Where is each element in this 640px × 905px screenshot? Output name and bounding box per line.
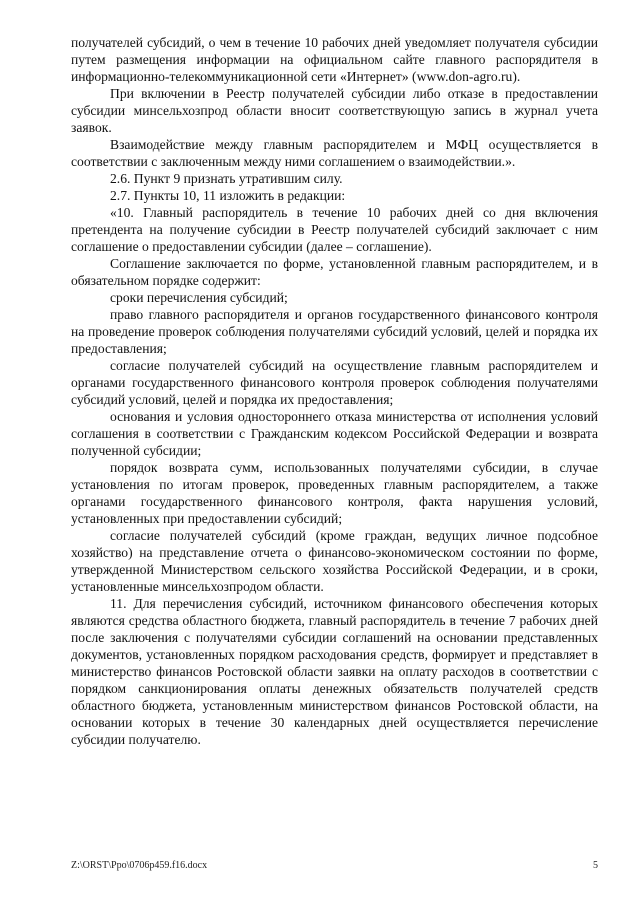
file-path: Z:\ORST\Ppo\0706p459.f16.docx <box>71 860 208 871</box>
paragraph: «10. Главный распорядитель в течение 10 рабочих дней со дня включения претендента на получение субсидии в Реестр получателей субсидий заключает с ним соглашение о предоставлении субсидии (далее – соглашение). <box>71 205 598 254</box>
paragraph: 11. Для перечисления субсидий, источником финансового обеспечения которых являются средства областного бюджета, главный распорядитель в течение 7 рабочих дней после заключения с получателями субсидии соглашений на основании представленных документов, установленных порядком расходования средств, формирует и представляет в министерство финансов Ростовской области заявки на оплату расходов в соответствии с порядком санкционирования оплаты денежных обязательств получателей средств областного бюджета, установленным министерством финансов Ростовской области, на основании которых в течение 30 календарных дней осуществляется перечисление субсидии получателю. <box>71 596 598 747</box>
list-item: согласие получателей субсидий (кроме граждан, ведущих личное подсобное хозяйство) на представление отчета о финансово-экономическом состоянии по форме, утвержденной Министерством сельского хозяйства Российской Федерации, и в сроки, установленные минсельхозпродом области. <box>71 528 598 594</box>
list-item: основания и условия одностороннего отказа министерства от исполнения условий соглашения в соответствии с Гражданским кодексом Российской Федерации и возврата полученной субсидии; <box>71 409 598 458</box>
paragraph: Взаимодействие между главным распорядителем и МФЦ осуществляется в соответствии с заключенным между ними соглашением о взаимодействии.». <box>71 137 598 169</box>
paragraph: При включении в Реестр получателей субсидии либо отказе в предоставлении субсидии минсельхозпрод области вносит соответствующую запись в журнал учета заявок. <box>71 86 598 135</box>
list-item: сроки перечисления субсидий; <box>110 290 288 305</box>
list-item: порядок возврата сумм, использованных получателями субсидии, в случае установления по итогам проверок, проведенных главным распорядителем, а также органами государственного финансового контроля, факта нарушения условий, установленных при предоставлении субсидий; <box>71 460 598 526</box>
list-item: согласие получателей субсидий на осуществление главным распорядителем и органами государственного финансового контроля проверок соблюдения получателями субсидий условий, целей и порядка их предоставления; <box>71 358 598 407</box>
paragraph: Соглашение заключается по форме, установленной главным распорядителем, и в обязательном порядке содержит: <box>71 256 598 288</box>
page-number: 5 <box>593 860 598 871</box>
paragraph: 2.7. Пункты 10, 11 изложить в редакции: <box>110 188 346 203</box>
paragraph: 2.6. Пункт 9 признать утратившим силу. <box>110 171 343 186</box>
paragraph: получателей субсидий, о чем в течение 10 рабочих дней уведомляет получателя субсидии путем размещения информации на официальном сайте главного распорядителя в информационно-телекоммуникационной сети «Интернет» (www.don-agro.ru). <box>71 35 598 84</box>
list-item: право главного распорядителя и органов государственного финансового контроля на проведение проверок соблюдения получателями субсидий условий, целей и порядка их предоставления; <box>71 307 598 356</box>
document-body <box>71 34 598 748</box>
